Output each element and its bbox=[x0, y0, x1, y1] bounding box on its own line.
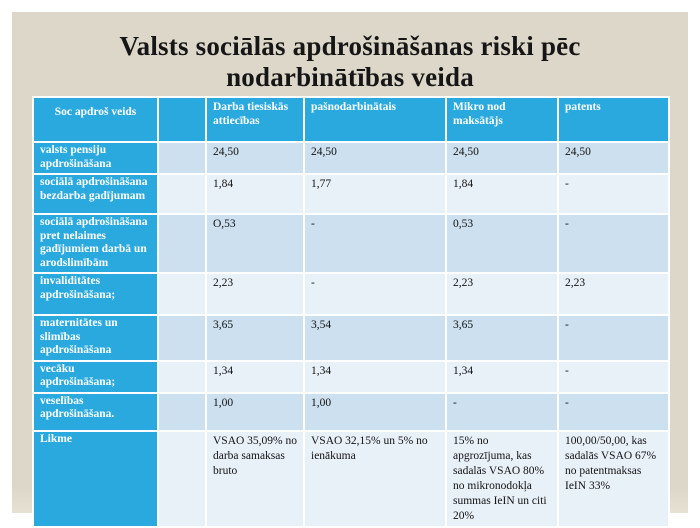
column-header-soc-apdros-veids: Soc apdroš veids bbox=[33, 97, 158, 142]
value-cell: 0,53 bbox=[446, 214, 558, 273]
value-cell: 3,65 bbox=[206, 315, 304, 361]
spacer-cell bbox=[158, 174, 206, 214]
value-cell: 24,50 bbox=[558, 142, 669, 174]
table-row bbox=[33, 174, 669, 214]
row-label: sociālā apdrošināšana pret nelaimes gadījumiem darbā un arodslimībām bbox=[33, 214, 158, 273]
value-cell: 1,34 bbox=[446, 361, 558, 393]
value-cell: 3,54 bbox=[304, 315, 446, 361]
value-cell: 15% no apgrozījuma, kas sadalās VSAO 80% no mikronodokļa summas IeIN un citi 20% bbox=[446, 431, 558, 527]
value-cell: - bbox=[304, 273, 446, 315]
value-cell: - bbox=[446, 393, 558, 431]
value-cell: 24,50 bbox=[206, 142, 304, 174]
row-label: vecāku apdrošināšana; bbox=[33, 361, 158, 393]
spacer-cell bbox=[158, 431, 206, 527]
table-row bbox=[33, 393, 669, 431]
value-cell: 2,23 bbox=[558, 273, 669, 315]
insurance-risks-table bbox=[32, 96, 670, 528]
column-header: Mikro nod maksātājs bbox=[446, 97, 558, 142]
value-cell: VSAO 32,15% un 5% no ienākuma bbox=[304, 431, 446, 527]
spacer-cell bbox=[158, 393, 206, 431]
value-cell: 1,00 bbox=[304, 393, 446, 431]
table-row bbox=[33, 214, 669, 273]
column-header: pašnodarbinātais bbox=[304, 97, 446, 142]
spacer-cell bbox=[158, 273, 206, 315]
value-cell: 24,50 bbox=[304, 142, 446, 174]
slide-title-line-1: Valsts sociālās apdrošināšanas riski pēc bbox=[119, 31, 581, 61]
column-header: patents bbox=[558, 97, 669, 142]
value-cell: 3,65 bbox=[446, 315, 558, 361]
slide-title-line-2: nodarbinātības veida bbox=[226, 62, 474, 92]
value-cell: 2,23 bbox=[446, 273, 558, 315]
row-label: valsts pensiju apdrošināšana bbox=[33, 142, 158, 174]
value-cell: 1,34 bbox=[206, 361, 304, 393]
column-header-empty bbox=[158, 97, 206, 142]
value-cell: - bbox=[558, 393, 669, 431]
value-cell: 1,00 bbox=[206, 393, 304, 431]
value-cell: 100,00/50,00, kas sadalās VSAO 67% no patentmaksas IeIN 33% bbox=[558, 431, 669, 527]
value-cell: - bbox=[558, 174, 669, 214]
value-cell: 1,34 bbox=[304, 361, 446, 393]
value-cell: 1,77 bbox=[304, 174, 446, 214]
spacer-cell bbox=[158, 361, 206, 393]
slide-title bbox=[12, 12, 688, 93]
row-label: invaliditātes apdrošināšana; bbox=[33, 273, 158, 315]
table-row bbox=[33, 361, 669, 393]
row-label: maternitātes un slimības apdrošināšana bbox=[33, 315, 158, 361]
value-cell: O,53 bbox=[206, 214, 304, 273]
value-cell: - bbox=[304, 214, 446, 273]
slide bbox=[12, 12, 688, 522]
value-cell: 2,23 bbox=[206, 273, 304, 315]
value-cell: VSAO 35,09% no darba samaksas bruto bbox=[206, 431, 304, 527]
table-header bbox=[33, 97, 669, 142]
column-header: Darba tiesiskās attiecības bbox=[206, 97, 304, 142]
value-cell: - bbox=[558, 361, 669, 393]
row-label: Likme bbox=[33, 431, 158, 527]
value-cell: 1,84 bbox=[206, 174, 304, 214]
value-cell: 24,50 bbox=[446, 142, 558, 174]
table-row bbox=[33, 315, 669, 361]
table-row bbox=[33, 431, 669, 527]
row-label: veselības apdrošināšana. bbox=[33, 393, 158, 431]
spacer-cell bbox=[158, 142, 206, 174]
spacer-cell bbox=[158, 315, 206, 361]
table-body bbox=[33, 142, 669, 527]
spacer-cell bbox=[158, 214, 206, 273]
table-row bbox=[33, 273, 669, 315]
table-row bbox=[33, 142, 669, 174]
table-header-row bbox=[33, 97, 669, 142]
row-label: sociālā apdrošināšana bezdarba gadījumam bbox=[33, 174, 158, 214]
value-cell: - bbox=[558, 214, 669, 273]
value-cell: 1,84 bbox=[446, 174, 558, 214]
value-cell: - bbox=[558, 315, 669, 361]
